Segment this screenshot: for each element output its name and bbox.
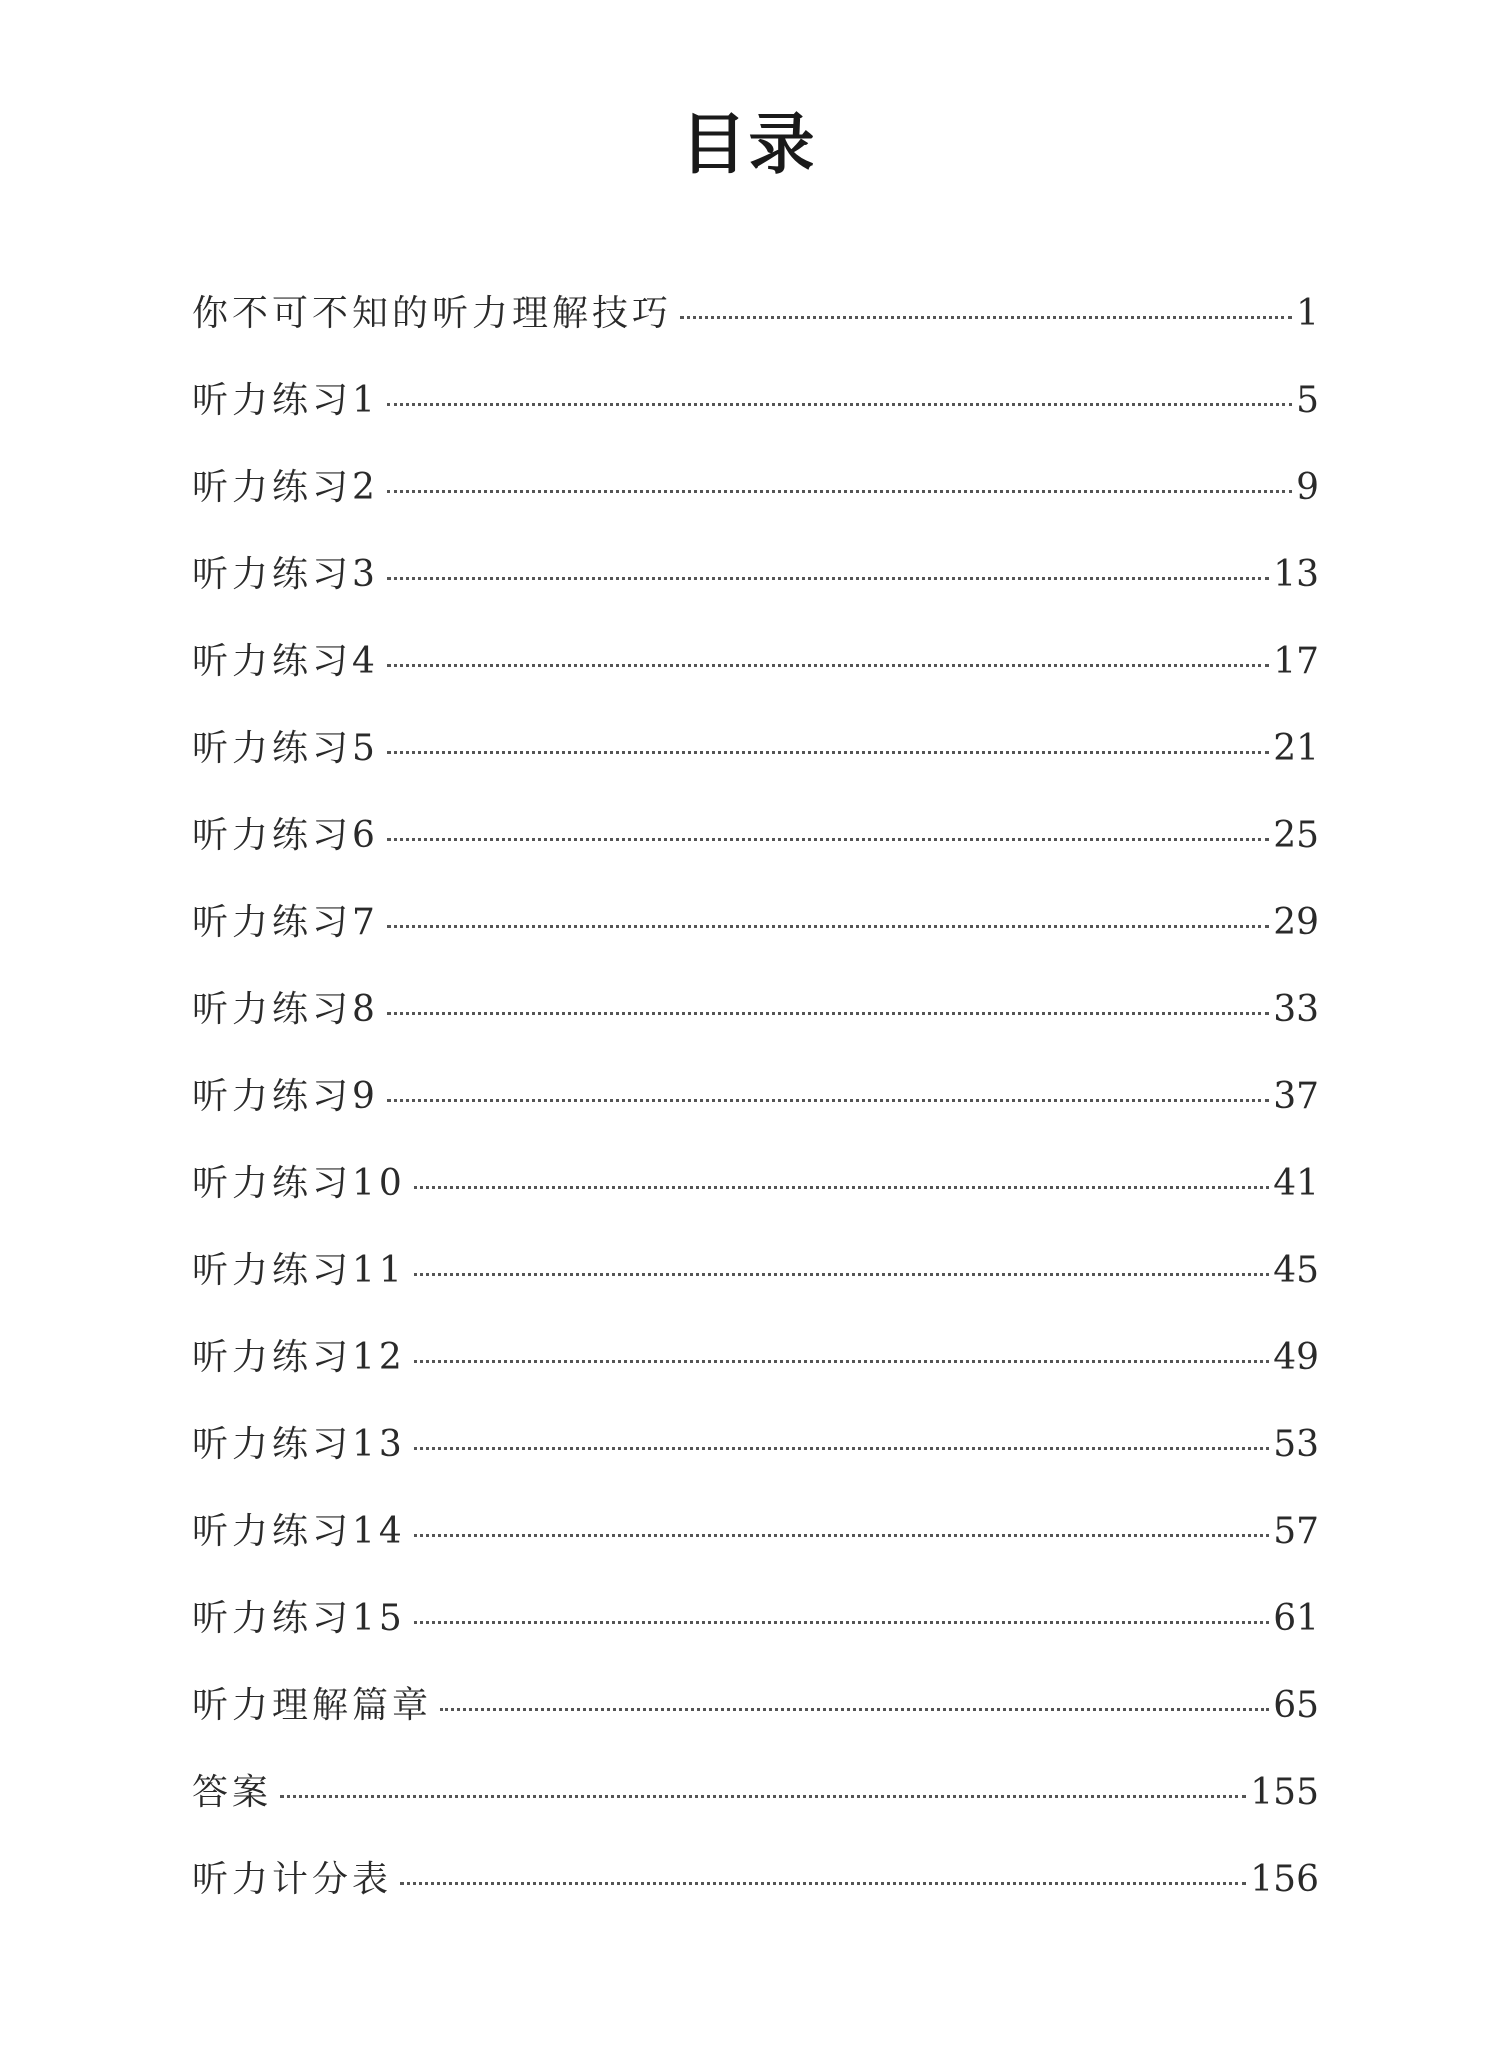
toc-entry (192, 270, 1319, 357)
toc-page-number: 49 (1273, 1337, 1319, 1378)
toc-entry-label: 听力理解篇章 (192, 1685, 433, 1726)
toc-dot-leader (387, 490, 1292, 493)
toc-dot-leader (387, 838, 1269, 841)
page-title: 目录 (680, 106, 817, 183)
toc-dot-leader (387, 925, 1269, 928)
toc-entry-label: 听力练习5 (192, 728, 379, 769)
toc-entry (192, 357, 1319, 444)
toc-entry-label: 听力练习10 (192, 1163, 406, 1204)
toc-page-number: 25 (1273, 815, 1319, 856)
toc-dot-leader (280, 1795, 1246, 1798)
toc-entry (192, 1140, 1319, 1227)
toc-dot-leader (387, 751, 1269, 754)
toc-entry-label: 答案 (192, 1772, 273, 1813)
toc-entry-label: 听力练习11 (192, 1250, 406, 1291)
toc-entry-label: 听力练习1 (192, 380, 379, 421)
toc-page-number: 156 (1250, 1859, 1319, 1900)
toc-page-number: 5 (1296, 380, 1319, 421)
toc-entry (192, 966, 1319, 1053)
toc-page-number: 33 (1273, 989, 1319, 1030)
toc-page-number: 65 (1273, 1685, 1319, 1726)
toc-dot-leader (414, 1447, 1269, 1450)
toc-entry (192, 705, 1319, 792)
toc-page-number: 1 (1296, 293, 1319, 334)
toc-dot-leader (387, 403, 1292, 406)
toc-page-number: 29 (1273, 902, 1319, 943)
toc-entry-label: 听力练习4 (192, 641, 379, 682)
toc-entry (192, 1749, 1319, 1836)
toc-page-number: 9 (1296, 467, 1319, 508)
toc-dot-leader (680, 316, 1292, 319)
toc-page-number: 53 (1273, 1424, 1319, 1465)
toc-entry (192, 792, 1319, 879)
toc-dot-leader (414, 1621, 1269, 1624)
toc-page-number: 57 (1273, 1511, 1319, 1552)
toc-entry-label: 听力练习6 (192, 815, 379, 856)
toc-entry (192, 1836, 1319, 1923)
toc-entry (192, 1575, 1319, 1662)
toc-page-number: 41 (1273, 1163, 1319, 1204)
toc-entry (192, 531, 1319, 618)
toc-entry-label: 听力练习15 (192, 1598, 406, 1639)
toc-dot-leader (387, 664, 1269, 667)
toc-page-number: 155 (1250, 1772, 1319, 1813)
toc-page-number: 17 (1273, 641, 1319, 682)
table-of-contents (192, 270, 1319, 1923)
toc-entry (192, 1227, 1319, 1314)
toc-entry-label: 听力练习13 (192, 1424, 406, 1465)
toc-dot-leader (414, 1534, 1269, 1537)
toc-entry (192, 1662, 1319, 1749)
toc-entry-label: 听力计分表 (192, 1859, 393, 1900)
toc-page-number: 37 (1273, 1076, 1319, 1117)
toc-dot-leader (387, 577, 1269, 580)
toc-entry-label: 听力练习14 (192, 1511, 406, 1552)
toc-dot-leader (400, 1882, 1246, 1885)
toc-entry-label: 听力练习12 (192, 1337, 406, 1378)
toc-entry (192, 879, 1319, 966)
toc-page-number: 13 (1273, 554, 1319, 595)
toc-entry-label: 听力练习7 (192, 902, 379, 943)
toc-entry-label: 听力练习3 (192, 554, 379, 595)
toc-dot-leader (414, 1186, 1269, 1189)
toc-entry (192, 444, 1319, 531)
toc-entry-label: 听力练习8 (192, 989, 379, 1030)
toc-entry-label: 听力练习9 (192, 1076, 379, 1117)
toc-page-number: 21 (1273, 728, 1319, 769)
toc-dot-leader (387, 1012, 1269, 1015)
toc-dot-leader (387, 1099, 1269, 1102)
toc-dot-leader (414, 1360, 1269, 1363)
toc-page-number: 45 (1273, 1250, 1319, 1291)
toc-entry (192, 1401, 1319, 1488)
toc-entry-label: 你不可不知的听力理解技巧 (192, 293, 673, 334)
toc-entry (192, 1314, 1319, 1401)
toc-entry-label: 听力练习2 (192, 467, 379, 508)
toc-entry (192, 1053, 1319, 1140)
toc-page-number: 61 (1273, 1598, 1319, 1639)
toc-entry (192, 1488, 1319, 1575)
toc-dot-leader (440, 1708, 1269, 1711)
toc-entry (192, 618, 1319, 705)
toc-dot-leader (414, 1273, 1269, 1276)
